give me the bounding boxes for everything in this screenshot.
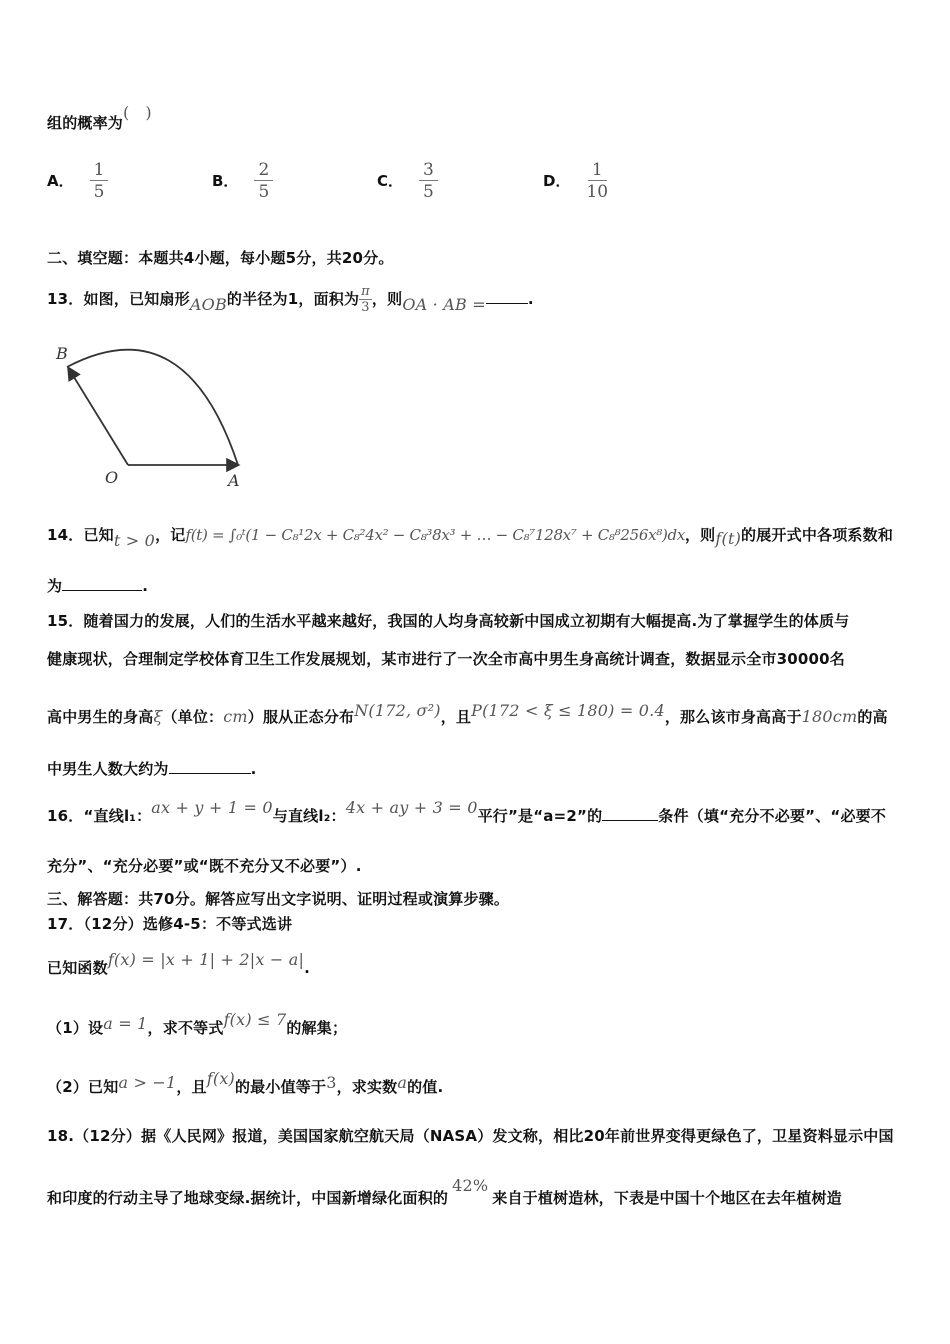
q12-text: 组的概率为 xyxy=(47,114,124,132)
q14-ze: ，则 xyxy=(684,526,716,544)
section3-heading: 三、解答题：共70分。解答应写出文字说明、证明过程或演算步骤。 xyxy=(47,890,510,908)
label-b: B xyxy=(56,344,68,363)
q17-p2-fx: f(x) xyxy=(206,1069,235,1088)
q15-line3f: 的高 xyxy=(857,708,888,726)
q13-pi: π xyxy=(361,284,370,299)
option-a-num: 1 xyxy=(90,160,109,181)
q17-given-text: 已知函数 xyxy=(47,959,108,977)
option-d-fraction xyxy=(586,160,608,203)
q18-percent: 42% xyxy=(452,1176,489,1195)
q15-line3b: （单位： xyxy=(162,708,224,726)
q13-mid: 的半径为1，面积为 xyxy=(226,290,360,308)
q17-part1 xyxy=(47,1010,906,1038)
option-d-num: 1 xyxy=(588,160,607,181)
q16 xyxy=(47,798,906,826)
q16-line2: 充分”、“充分必要”或“既不充分又不必要”）. xyxy=(47,857,362,875)
q14-answer-blank xyxy=(62,576,142,591)
q15-line4-text: 中男生人数大约为 xyxy=(47,760,169,778)
q17-title: 17．（12分）选修4-5：不等式选讲 xyxy=(47,915,293,933)
q17-p2b: ，且 xyxy=(176,1078,207,1096)
q17-function: f(x) = |x + 1| + 2|x − a| xyxy=(107,950,305,969)
q14-ji: ，记 xyxy=(155,526,186,544)
q13-aob: AOB xyxy=(189,295,227,314)
q17-p2e: 的值. xyxy=(407,1078,444,1096)
option-c-fraction xyxy=(419,160,438,203)
q15-line3c: ）服从正态分布 xyxy=(247,708,355,726)
q15-line3d: ，且 xyxy=(440,708,472,726)
q17-p1a: （1）设 xyxy=(47,1019,104,1037)
option-a-fraction xyxy=(90,160,109,203)
q13-comma: ，则 xyxy=(371,290,403,308)
q17-p1-inequality: f(x) ≤ 7 xyxy=(223,1010,287,1029)
q17-p2-condition: a > −1 xyxy=(118,1073,177,1092)
q13-answer-blank xyxy=(486,289,528,304)
q15-xi: ξ xyxy=(153,707,163,726)
q15-line2: 健康现状，合理制定学校体育卫生工作发展规划，某市进行了一次全市高中男生身高统计调查，数据显示全市30000名 xyxy=(47,650,845,668)
sector-figure xyxy=(45,335,255,495)
q18-line2a: 和印度的行动主导了地球变绿.据统计，中国新增绿化面积的 xyxy=(47,1189,449,1207)
q15-line1: 15．随着国力的发展，人们的生活水平越来越好，我国的人均身高较新中国成立初期有大幅提高.为了掌握学生的体质与 xyxy=(47,612,850,630)
q15-line3e: ，那么该市身高高于 xyxy=(664,708,802,726)
q13-prefix: 13．如图，已知扇形 xyxy=(47,290,190,308)
q15-line3 xyxy=(47,701,906,727)
q17-given xyxy=(47,950,906,978)
q15-normal: N(172, σ²) xyxy=(354,701,441,720)
option-c xyxy=(377,160,438,203)
q16-colon2: ： xyxy=(330,807,346,825)
option-a xyxy=(47,160,108,203)
q17-p2c: 的最小值等于 xyxy=(234,1078,327,1096)
q13-three: 3 xyxy=(361,300,370,315)
option-a-label: A． xyxy=(47,172,74,190)
q15-prob: P(172 < ξ ≤ 180) = 0.4 xyxy=(471,701,665,720)
q17-p2-a: a xyxy=(397,1073,408,1092)
q17-p1b: ，求不等式 xyxy=(147,1019,224,1037)
q12-paren: ( ) xyxy=(123,103,152,122)
q17-part2 xyxy=(47,1069,906,1097)
q13 xyxy=(47,284,906,315)
option-b-num: 2 xyxy=(254,160,273,181)
q13-area-fraction xyxy=(359,284,372,315)
q17-p1-condition: a = 1 xyxy=(103,1014,148,1033)
option-d-den: 10 xyxy=(586,182,609,202)
q16-tail: 平行”是“a=2”的 xyxy=(477,807,603,825)
q15-line4 xyxy=(47,758,906,779)
q18-line1: 18.（12分）据《人民网》报道，美国国家航空航天局（NASA）发文称，相比20年前世界变得更绿色了，卫星资料显示中国 xyxy=(47,1127,894,1145)
q16-colon1: ： xyxy=(136,807,152,825)
option-d-label: D． xyxy=(543,172,571,190)
q17-p1c: 的解集； xyxy=(286,1019,348,1037)
q18-line2b: 来自于植树造林，下表是中国十个地区在去年植树造 xyxy=(492,1189,842,1207)
option-b xyxy=(212,160,273,203)
q13-expression: OA · AB = xyxy=(402,295,486,314)
q14-formula: f(t) = ∫₀ᵗ(1 − C₈¹2x + C₈²4x² − C₈³8x³ + … − C₈⁷128x⁷ + C₈⁸256x⁸)dx xyxy=(185,526,685,544)
label-a: A xyxy=(228,471,240,490)
option-c-num: 3 xyxy=(419,160,438,181)
q17-p2d: ，求实数 xyxy=(336,1078,398,1096)
q15-line3a: 高中男生的身高 xyxy=(47,708,154,726)
q17-p2-three: 3 xyxy=(326,1073,337,1092)
option-b-den: 5 xyxy=(258,182,270,202)
q15-end: . xyxy=(250,760,257,778)
option-c-label: C． xyxy=(377,172,404,190)
q16-tail2: 条件（填“充分不必要”、“必要不 xyxy=(658,807,887,825)
q17-p2a: （2）已知 xyxy=(47,1078,119,1096)
q15-answer-blank xyxy=(169,759,251,774)
q16-mid: 与直线 xyxy=(272,807,319,825)
q14-prefix: 14．已知 xyxy=(47,526,114,544)
option-d xyxy=(543,160,608,203)
q12-tail xyxy=(47,103,906,133)
q16-prefix: 16．“直线 xyxy=(47,807,124,825)
q14-line2 xyxy=(47,575,906,596)
q14-line2-text: 为 xyxy=(47,577,63,595)
q13-end: . xyxy=(527,290,534,308)
q15-180cm: 180cm xyxy=(801,707,858,726)
q14-tail: 的展开式中各项系数和 xyxy=(741,526,894,544)
option-b-fraction xyxy=(254,160,273,203)
option-a-den: 5 xyxy=(93,182,105,202)
q14-condition: t > 0 xyxy=(113,531,156,550)
q18-line2 xyxy=(47,1176,906,1208)
label-o: O xyxy=(105,468,119,487)
q17-end: . xyxy=(304,959,310,977)
q16-eq2: 4x + ay + 3 = 0 xyxy=(345,798,478,817)
vector-ob xyxy=(69,369,128,465)
q14-end: . xyxy=(142,577,149,595)
q16-answer-blank xyxy=(602,806,658,821)
q16-l1: l₁ xyxy=(123,807,137,825)
section2-heading: 二、填空题：本题共4小题，每小题5分，共20分。 xyxy=(47,249,394,267)
option-b-label: B． xyxy=(212,172,239,190)
q14 xyxy=(47,524,906,550)
q14-ft: f(t) xyxy=(715,529,742,548)
q16-eq1: ax + y + 1 = 0 xyxy=(151,798,273,817)
option-c-den: 5 xyxy=(423,182,434,202)
q16-l2: l₂ xyxy=(318,807,331,825)
q15-cm: cm xyxy=(223,707,248,726)
